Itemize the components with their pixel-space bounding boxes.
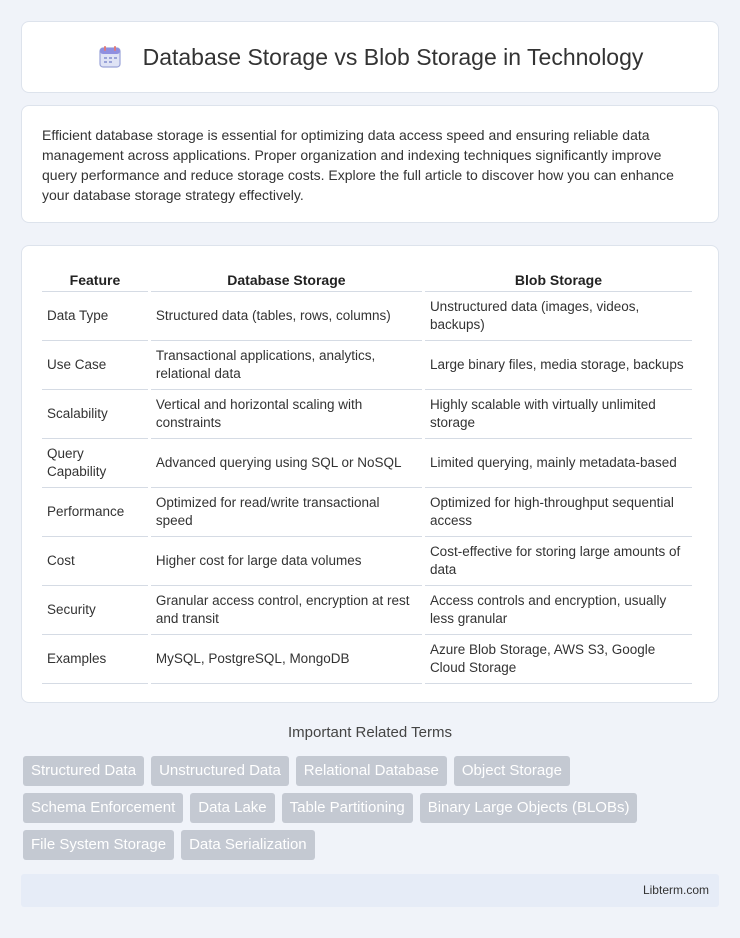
- table-row: [42, 390, 692, 439]
- blob-cell: Large binary files, media storage, backups: [425, 341, 692, 390]
- blob-cell: Azure Blob Storage, AWS S3, Google Cloud Storage: [425, 635, 692, 684]
- page-title: Database Storage vs Blob Storage in Technology: [142, 43, 644, 70]
- footer-site-link[interactable]: Libterm.com: [642, 883, 709, 897]
- table-row: [42, 586, 692, 635]
- database-cell: Structured data (tables, rows, columns): [151, 292, 422, 341]
- tag-unstructured-data[interactable]: Unstructured Data: [151, 756, 289, 786]
- tag-binary-large-objects[interactable]: Binary Large Objects (BLOBs): [420, 793, 638, 823]
- blob-cell: Cost-effective for storing large amounts of data: [425, 537, 692, 586]
- database-cell: MySQL, PostgreSQL, MongoDB: [151, 635, 422, 684]
- database-cell: Transactional applications, analytics, relational data: [151, 341, 422, 390]
- tag-structured-data[interactable]: Structured Data: [23, 756, 144, 786]
- comparison-table: [39, 264, 695, 684]
- feature-cell: Scalability: [42, 390, 148, 439]
- table-row: [42, 537, 692, 586]
- feature-cell: Performance: [42, 488, 148, 537]
- database-cell: Granular access control, encryption at rest and transit: [151, 586, 422, 635]
- table-row: [42, 341, 692, 390]
- tag-object-storage[interactable]: Object Storage: [454, 756, 570, 786]
- tag-table-partitioning[interactable]: Table Partitioning: [282, 793, 413, 823]
- header-feature: Feature: [42, 264, 148, 292]
- tag-relational-database[interactable]: Relational Database: [296, 756, 447, 786]
- database-cell: Advanced querying using SQL or NoSQL: [151, 439, 422, 488]
- comparison-card: [21, 245, 719, 703]
- tag-file-system-storage[interactable]: File System Storage: [23, 830, 174, 860]
- title-card: [21, 21, 719, 93]
- feature-cell: Security: [42, 586, 148, 635]
- intro-text: Efficient database storage is essential for optimizing data access speed and ensuring reliable data management across applications. Proper organization and indexing techniques significantly improve query performance and reduce storage costs. Explore the full article to discover how you can enhance your database storage strategy effectively.: [42, 127, 674, 203]
- tag-data-lake[interactable]: Data Lake: [190, 793, 274, 823]
- table-row: [42, 488, 692, 537]
- database-cell: Optimized for read/write transactional speed: [151, 488, 422, 537]
- blob-cell: Access controls and encryption, usually less granular: [425, 586, 692, 635]
- feature-cell: Query Capability: [42, 439, 148, 488]
- tag-row: [23, 830, 723, 860]
- feature-cell: Use Case: [42, 341, 148, 390]
- blob-cell: Optimized for high-throughput sequential access: [425, 488, 692, 537]
- database-cell: Vertical and horizontal scaling with constraints: [151, 390, 422, 439]
- blob-cell: Limited querying, mainly metadata-based: [425, 439, 692, 488]
- tag-row: [23, 793, 723, 823]
- tag-schema-enforcement[interactable]: Schema Enforcement: [23, 793, 183, 823]
- related-terms-title: Important Related Terms: [288, 724, 452, 741]
- calendar-icon: [97, 44, 123, 70]
- tag-data-serialization[interactable]: Data Serialization: [181, 830, 315, 860]
- footer: [21, 874, 719, 907]
- header-blob-storage: Blob Storage: [425, 264, 692, 292]
- blob-cell: Highly scalable with virtually unlimited storage: [425, 390, 692, 439]
- feature-cell: Cost: [42, 537, 148, 586]
- intro-card: [21, 105, 719, 223]
- table-row: [42, 635, 692, 684]
- feature-cell: Examples: [42, 635, 148, 684]
- tag-row: [23, 756, 723, 786]
- table-row: [42, 439, 692, 488]
- database-cell: Higher cost for large data volumes: [151, 537, 422, 586]
- related-terms-list: [23, 756, 723, 867]
- table-row: [42, 292, 692, 341]
- header-database-storage: Database Storage: [151, 264, 422, 292]
- table-header-row: [42, 264, 692, 292]
- feature-cell: Data Type: [42, 292, 148, 341]
- blob-cell: Unstructured data (images, videos, backups): [425, 292, 692, 341]
